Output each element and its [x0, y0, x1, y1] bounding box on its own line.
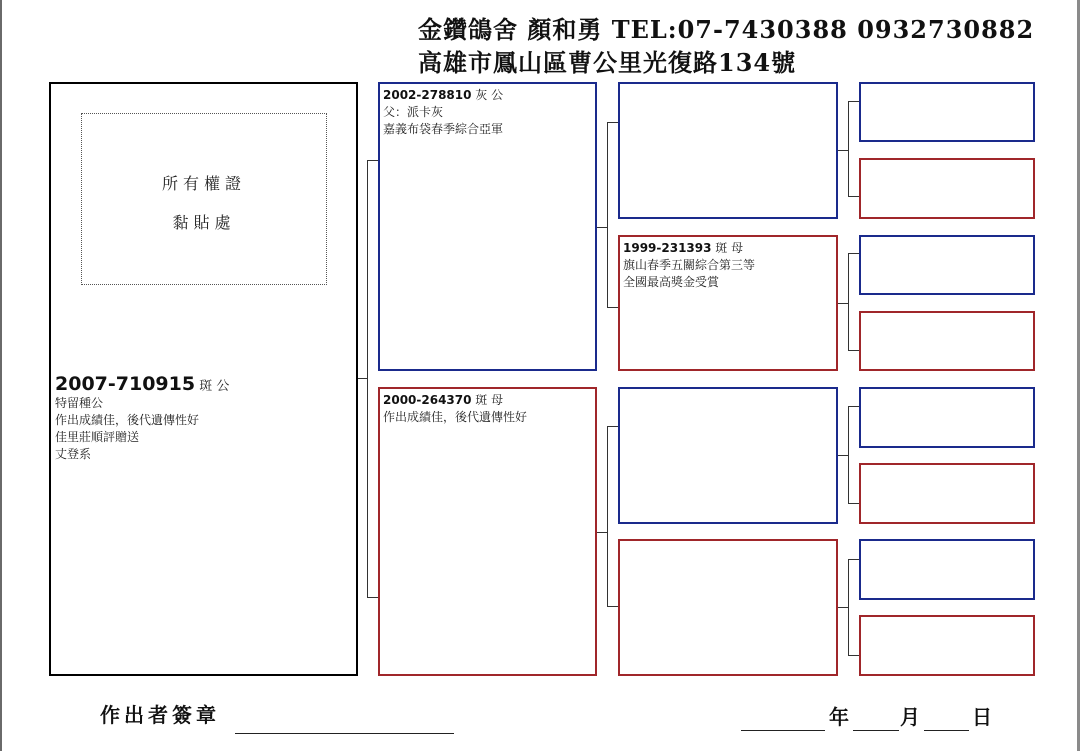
- great-grandparent-box: [859, 615, 1035, 676]
- day-line: [924, 730, 969, 731]
- great-grandparent-box: [859, 463, 1035, 524]
- pedigree-connector: [367, 160, 378, 161]
- great-grandparent-box: [859, 539, 1035, 600]
- paternal-granddam-color-sex: 斑 母: [711, 241, 744, 255]
- subject-note: 特留種公: [55, 396, 104, 410]
- pedigree-connector: [848, 655, 859, 656]
- subject-note: 作出成績佳，後代遺傳性好: [55, 413, 200, 427]
- subject-note: 丈登系: [55, 447, 92, 461]
- pedigree-connector: [848, 559, 849, 656]
- signature-label: 作出者簽章: [100, 703, 220, 727]
- dam-note: 作出成績佳，後代遺傳性好: [383, 410, 528, 424]
- year-label: 年: [829, 705, 849, 729]
- pedigree-connector: [848, 503, 859, 504]
- paste-here-label: 黏貼處: [172, 213, 236, 232]
- pedigree-connector: [848, 350, 859, 351]
- certificate-paste-area: [81, 113, 327, 285]
- pedigree-connector: [848, 253, 849, 351]
- great-grandparent-box: [859, 311, 1035, 371]
- paternal-granddam-ring-number: 1999-231393: [623, 241, 712, 255]
- loft-address-header: 高雄市鳳山區曹公里光復路134號: [418, 48, 797, 77]
- day-label: 日: [972, 705, 992, 729]
- dam-ring-number: 2000-264370: [383, 393, 472, 407]
- sire-color-sex: 灰 公: [471, 88, 504, 102]
- dam-box: [378, 387, 597, 676]
- pedigree-connector: [848, 101, 849, 197]
- pedigree-connector: [367, 597, 378, 598]
- paternal-granddam-note: 旗山春季五關綜合第三等: [623, 258, 756, 272]
- pedigree-connector: [367, 160, 368, 598]
- maternal-granddam-box: [618, 539, 838, 676]
- signature-line: [235, 733, 454, 734]
- pedigree-connector: [848, 196, 859, 197]
- maternal-grandsire-box: [618, 387, 838, 524]
- sire-ring-number: 2002-278810: [383, 88, 472, 102]
- pedigree-connector: [848, 253, 859, 254]
- subject-ring-number: 2007-710915: [55, 373, 196, 395]
- paternal-grandsire-box: [618, 82, 838, 219]
- pedigree-connector: [607, 122, 608, 308]
- pedigree-connector: [607, 426, 608, 607]
- paternal-granddam-info: [623, 240, 755, 291]
- year-line: [741, 730, 825, 731]
- great-grandparent-box: [859, 82, 1035, 142]
- dam-info: [383, 392, 527, 426]
- paternal-granddam-note: 全國最高獎金受賞: [623, 275, 720, 289]
- pedigree-connector: [848, 406, 859, 407]
- subject-color-sex: 斑 公: [195, 379, 230, 394]
- subject-note: 佳里莊順評贈送: [55, 430, 140, 444]
- month-label: 月: [900, 705, 920, 729]
- pedigree-connector: [848, 559, 859, 560]
- great-grandparent-box: [859, 235, 1035, 295]
- pedigree-connector: [848, 101, 859, 102]
- dam-color-sex: 斑 母: [471, 393, 504, 407]
- pedigree-connector: [848, 406, 849, 504]
- page-left-edge: [0, 0, 2, 751]
- great-grandparent-box: [859, 158, 1035, 219]
- sire-note: 嘉義布袋春季綜合亞軍: [383, 122, 504, 136]
- loft-contact-header: 金鑽鴿舍 顏和勇 TEL:07-7430388 0932730882: [418, 15, 1035, 44]
- month-line: [853, 730, 899, 731]
- certificate-label: 所有權證: [161, 174, 246, 193]
- sire-info: [383, 87, 503, 138]
- sire-note: 父：派卡灰: [383, 105, 444, 119]
- subject-info: [55, 373, 230, 463]
- great-grandparent-box: [859, 387, 1035, 448]
